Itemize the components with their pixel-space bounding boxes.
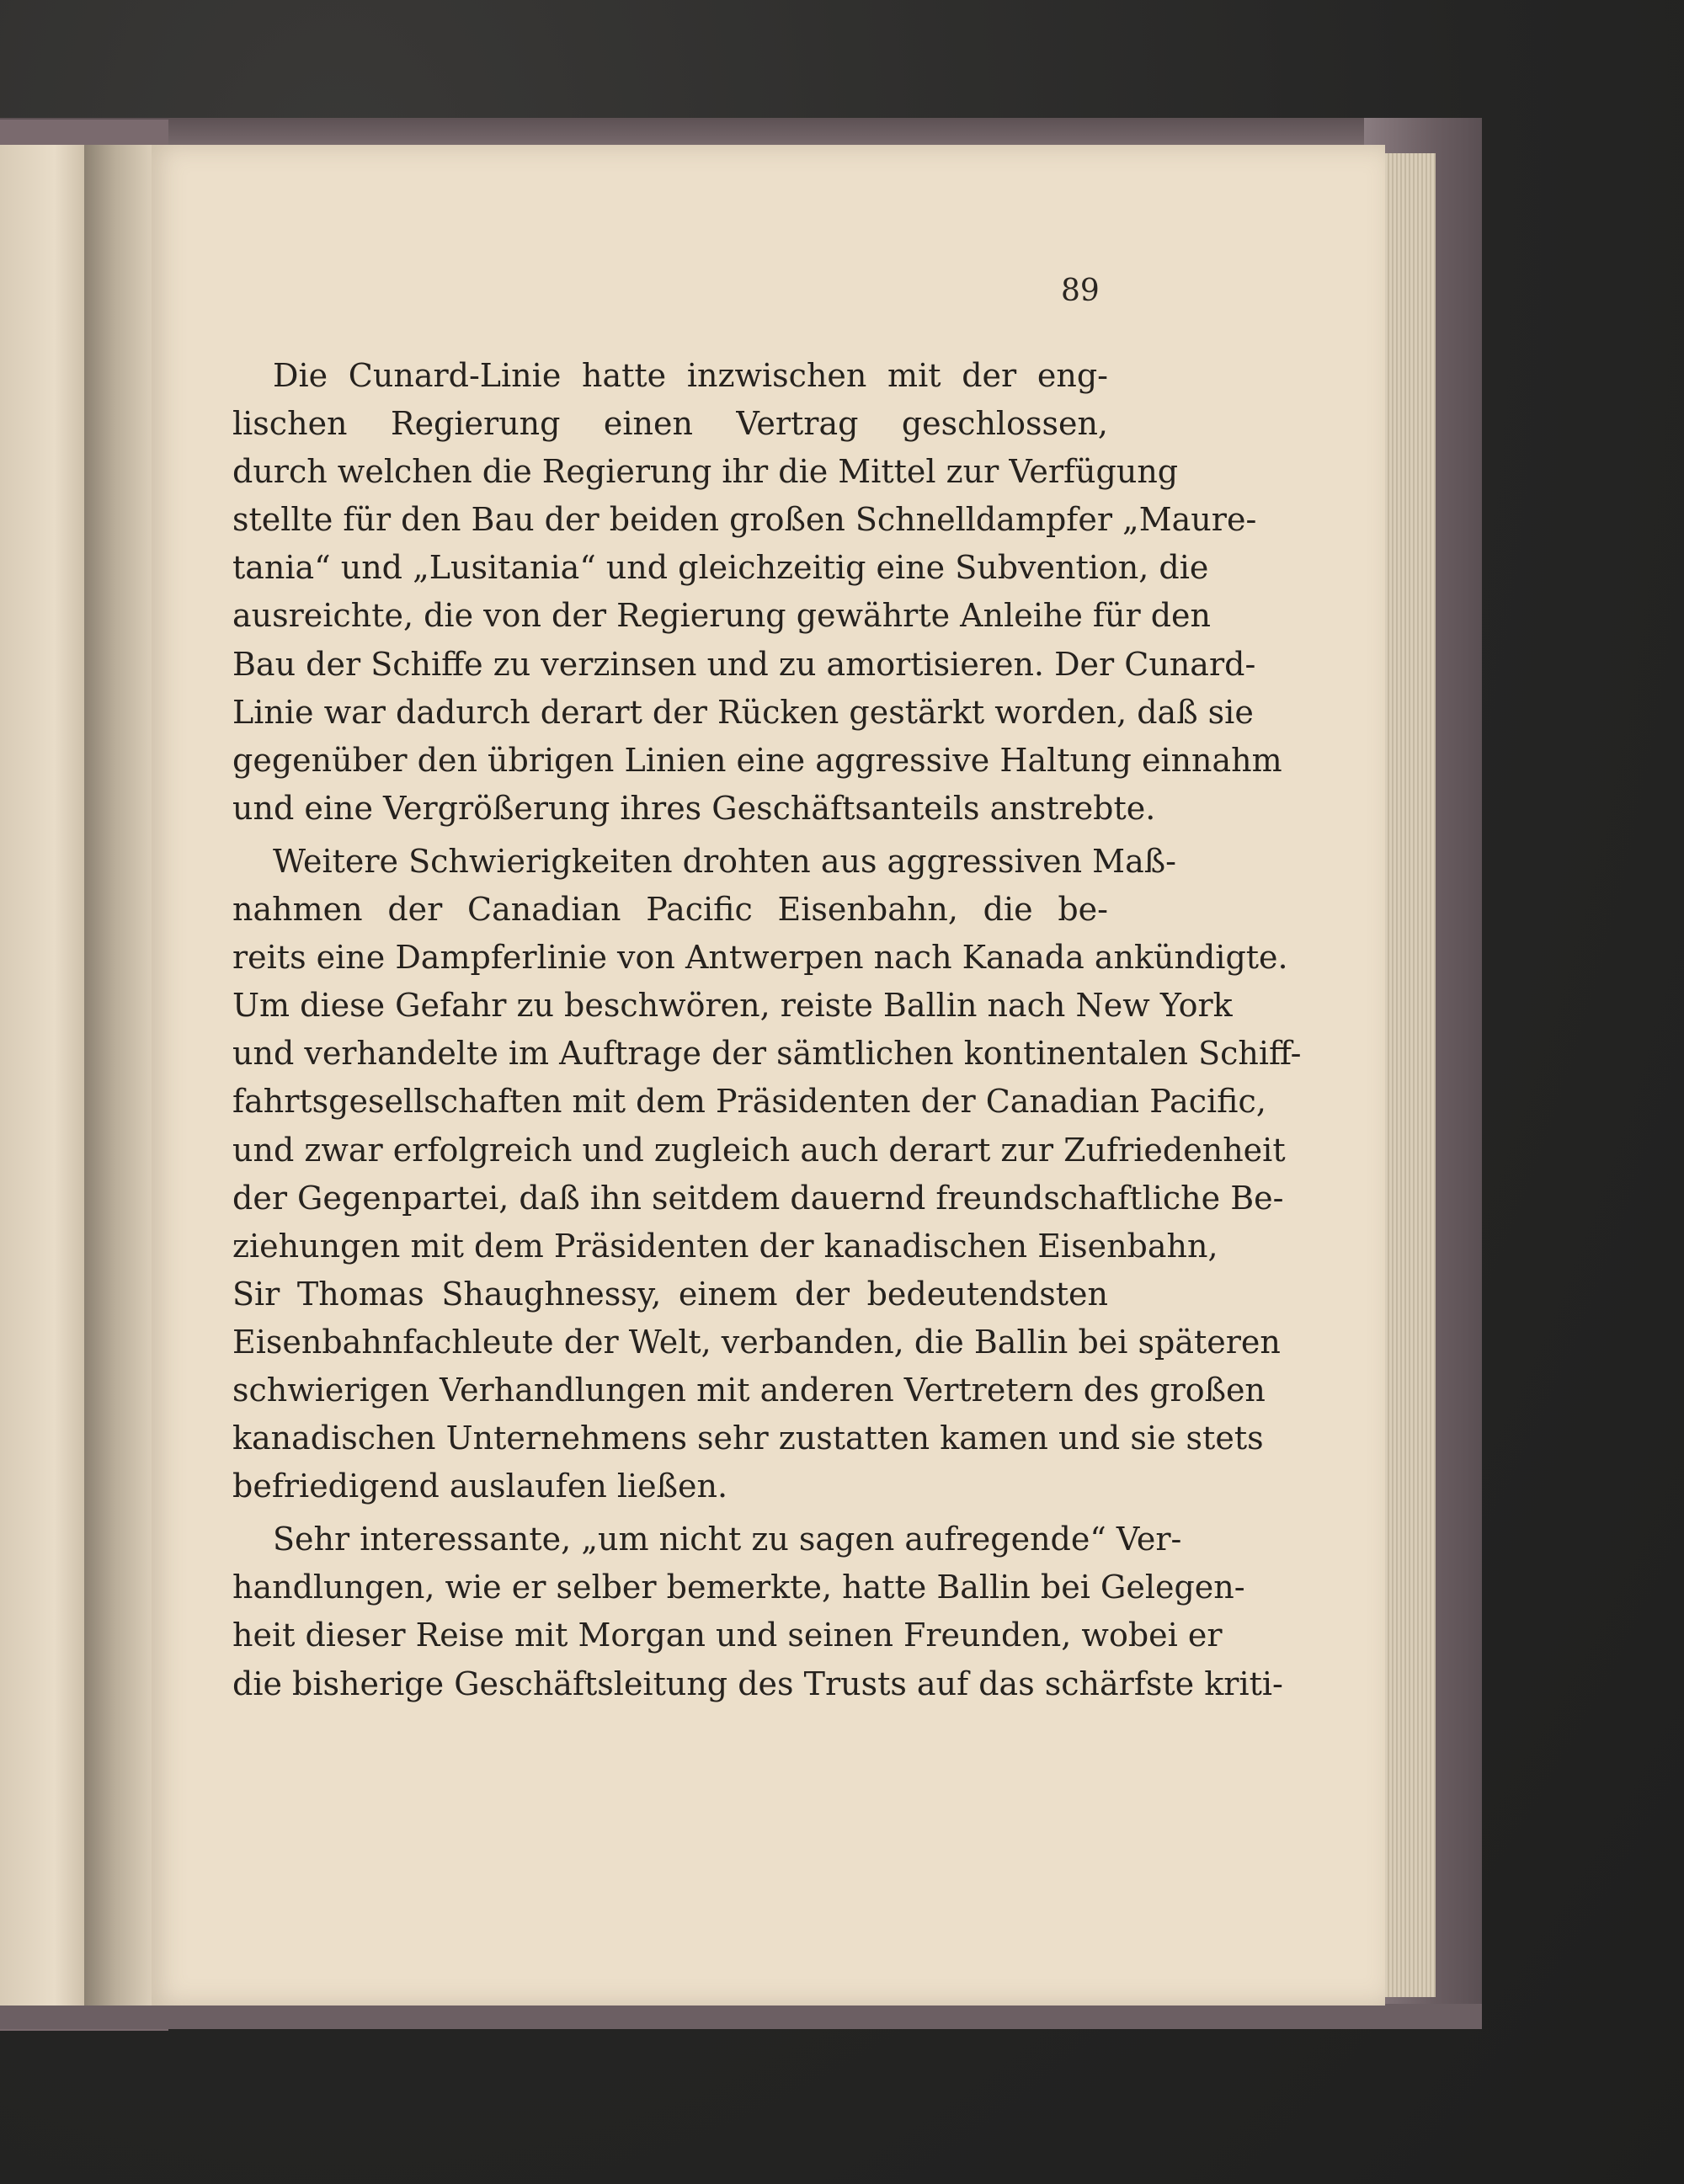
text-line: die bisherige Geschäftsleitung des Trusts auf das schärfste kriti- (232, 1665, 1283, 1702)
text-line: Sehr interessante, „um nicht zu sagen aufregende“ Ver- (273, 1521, 1182, 1558)
text-line: tania“ und „Lusitania“ und gleichzeitig eine Subvention, die (232, 549, 1209, 587)
text-line: Linie war dadurch derart der Rücken gestärkt worden, daß sie (232, 693, 1254, 731)
text-line: Eisenbahnfachleute der Welt, verbanden, die Ballin bei späteren (232, 1323, 1281, 1361)
text-line: heit dieser Reise mit Morgan und seinen Freunden, wobei er (232, 1617, 1223, 1654)
text-line: durch welchen die Regierung ihr die Mittel zur Verfügung (232, 453, 1179, 491)
text-line: Bau der Schiffe zu verzinsen und zu amortisieren. Der Cunard- (232, 645, 1256, 683)
text-line: und zwar erfolgreich und zugleich auch derart zur Zufriedenheit (232, 1131, 1286, 1169)
body-text (232, 352, 1302, 1708)
text-line: befriedigend auslaufen ließen. (232, 1468, 728, 1505)
text-line: Weitere Schwierigkeiten drohten aus aggressiven Maß- (273, 842, 1176, 880)
text-line: und verhandelte im Auftrage der sämtlichen kontinentalen Schiff- (232, 1035, 1302, 1073)
book-gutter (84, 145, 160, 2006)
text-line: ziehungen mit dem Präsidenten der kanadischen Eisenbahn, (232, 1227, 1218, 1265)
text-line: fahrtsgesellschaften mit dem Präsidenten der Canadian Pacific, (232, 1083, 1266, 1121)
text-line: gegenüber den übrigen Linien eine aggressive Haltung einnahm (232, 741, 1282, 779)
paragraph (232, 1515, 1283, 1707)
text-line: Um diese Gefahr zu beschwören, reiste Ballin nach New York (232, 987, 1233, 1025)
text-line: schwierigen Verhandlungen mit anderen Vertretern des großen (232, 1371, 1266, 1409)
text-line: ausreichte, die von der Regierung gewährte Anleihe für den (232, 597, 1211, 635)
paragraph (232, 352, 1282, 833)
page-block-edge (1385, 153, 1436, 1997)
text-line: lischen Regierung einen Vertrag geschlossen, (232, 405, 1108, 443)
left-page-edge (0, 145, 91, 2006)
text-line: reits eine Dampferlinie von Antwerpen nach Kanada ankündigte. (232, 939, 1288, 977)
text-line: stellte für den Bau der beiden großen Schnelldampfer „Maure- (232, 501, 1257, 539)
book-cover-bottom (0, 2004, 1482, 2029)
text-line: nahmen der Canadian Pacific Eisenbahn, die be- (232, 891, 1108, 929)
text-line: der Gegenpartei, daß ihn seitdem dauernd freundschaftliche Be- (232, 1179, 1284, 1217)
page-number: 89 (1061, 274, 1100, 308)
text-line: Die Cunard-Linie hatte inzwischen mit der eng- (273, 357, 1108, 394)
text-line: Sir Thomas Shaughnessy, einem der bedeutendsten (232, 1275, 1108, 1313)
text-line: kanadischen Unternehmens sehr zustatten kamen und sie stets (232, 1420, 1264, 1457)
paragraph (232, 838, 1302, 1510)
text-line: handlungen, wie er selber bemerkte, hatte Ballin bei Gelegen- (232, 1569, 1245, 1606)
text-line: und eine Vergrößerung ihres Geschäftsanteils anstrebte. (232, 789, 1156, 827)
